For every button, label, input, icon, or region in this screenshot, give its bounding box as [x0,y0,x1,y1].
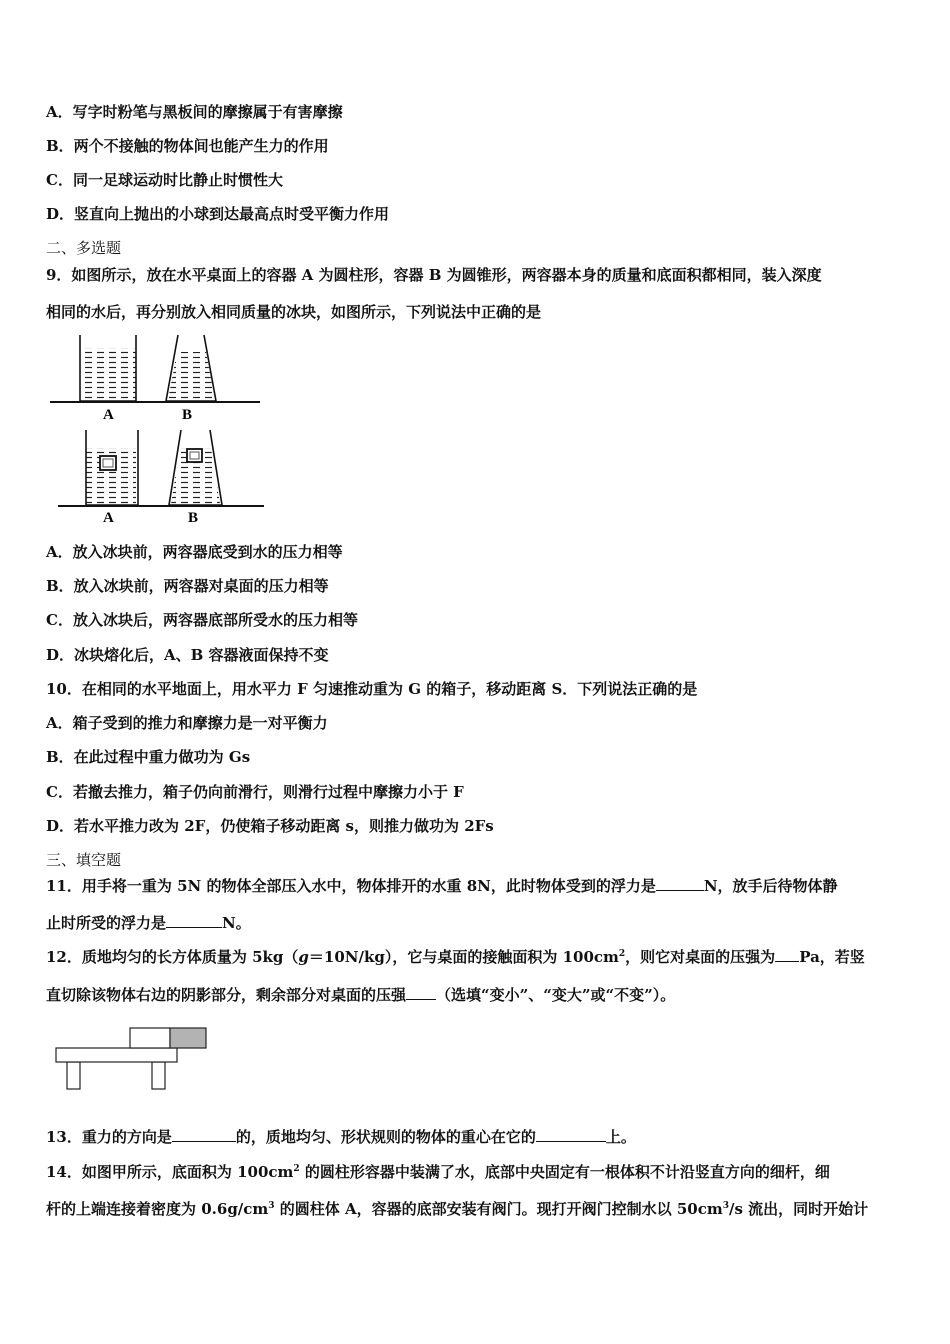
q10-option-c: C．若撤去推力，箱子仍向前滑行，则滑行过程中摩擦力小于 F [46,783,464,801]
q12-text-a: 12．质地均匀的长方体质量为 5kg（ [46,948,299,966]
q11-text-c: 止时所受的浮力是 [46,914,167,932]
q14-text-c: 杆的上端连接着密度为 0.6g/cm [46,1200,269,1218]
q11-line2 [46,913,251,933]
figure-top-row [50,335,260,423]
q14-sup-3: 3 [722,1201,730,1211]
block-body [130,1028,170,1048]
q10-stem: 10．在相同的水平地面上，用水平力 F 匀速推动重为 G 的箱子，移动距离 S．下列说法正确的是 [46,680,698,698]
water-a-top [80,348,136,400]
q8-option-a: A．写字时粉笔与黑板间的摩擦属于有害摩擦 [46,103,343,121]
section-title-multiple-choice: 二、多选题 [46,239,122,257]
q13-line [46,1127,636,1147]
label-b-bottom: B [188,510,199,526]
q8-option-b: B．两个不接触的物体间也能产生力的作用 [46,137,329,155]
q11-line1 [46,876,838,896]
q12-blank-2[interactable] [406,985,436,1000]
q10-option-d: D．若水平推力改为 2F，仍使箱子移动距离 s，则推力做功为 2Fs [46,817,494,835]
figure-bottom-row [58,430,264,526]
q14-text-e: /s 流出，同时开始计 [729,1200,869,1218]
q10-option-a: A．箱子受到的推力和摩擦力是一对平衡力 [46,714,328,732]
q8-option-d: D．竖直向上抛出的小球到达最高点时受平衡力作用 [46,205,390,223]
label-a-top: A [103,407,114,423]
q13-text-a: 13．重力的方向是 [46,1128,172,1146]
q12-text-b: ＝10N/kg），它与桌面的接触面积为 100cm [308,948,619,966]
q14-line2 [46,1199,868,1219]
q9-stem-line2: 相同的水后，再分别放入相同质量的冰块，如图所示，下列说法中正确的是 [46,303,542,321]
q9-option-d: D．冰块熔化后，A、B 容器液面保持不变 [46,646,329,664]
q14-sup-1: 2 [293,1164,300,1174]
q14-line1 [46,1162,830,1182]
q11-blank-1[interactable] [656,876,704,891]
q8-option-c: C．同一足球运动时比静止时惯性大 [46,171,283,189]
table-top [56,1048,177,1062]
q12-blank-1[interactable] [775,947,799,962]
q11-text-a: 11．用手将一重为 5N 的物体全部压入水中，物体排开的水重 8N，此时物体受到的浮力是 [46,877,656,895]
q9-option-b: B．放入冰块前，两容器对桌面的压力相等 [46,577,329,595]
q12-text-c: ，则它对桌面的压强为 [625,948,776,966]
ice-cube-a [100,456,116,470]
q12-g-symbol: g [298,948,309,966]
q13-blank-1[interactable] [172,1127,236,1142]
q14-text-d: 的圆柱体 A，容器的底部安装有阀门。现打开阀门控制水以 50cm [274,1200,723,1218]
q11-text-b: N，放手后待物体静 [703,877,838,895]
q12-text-e: 直切除该物体右边的阴影部分，剩余部分对桌面的压强 [46,986,407,1004]
q10-option-b: B．在此过程中重力做功为 Gs [46,748,251,766]
q12-block-figure [54,1026,210,1092]
q13-text-c: 上。 [605,1128,636,1146]
q12-text-f: （选填“变小”、“变大”或“不变”）。 [436,986,676,1004]
label-a-bottom: A [103,510,114,526]
q13-text-b: 的，质地均匀、形状规则的物体的重心在它的 [235,1128,536,1146]
q11-blank-2[interactable] [166,913,222,928]
q9-containers-figure [48,330,268,526]
q12-line2 [46,985,675,1005]
label-b-top: B [182,407,193,423]
ice-cube-b [187,449,202,462]
q9-option-c: C．放入冰块后，两容器底部所受水的压力相等 [46,611,358,629]
q14-text-a: 14．如图甲所示，底面积为 100cm [46,1163,294,1181]
q9-option-a: A．放入冰块前，两容器底受到水的压力相等 [46,543,343,561]
section-title-fill-in: 三、填空题 [46,851,122,869]
q14-sup-2: 3 [268,1201,275,1211]
q14-text-b: 的圆柱形容器中装满了水，底部中央固定有一根体积不计沿竖直方向的细杆，细 [299,1163,830,1181]
q13-blank-2[interactable] [536,1127,606,1142]
q11-text-d: N。 [222,914,251,932]
table-leg-left [67,1062,80,1089]
q12-sup: 2 [618,949,626,959]
q12-line1 [46,947,865,967]
q9-stem-line1: 9．如图所示，放在水平桌面上的容器 A 为圆柱形，容器 B 为圆锥形，两容器本身的质量和底面积都相同，装入深度 [46,266,822,284]
block-shaded-part [170,1028,206,1048]
table-leg-right [152,1062,165,1089]
q12-text-d: Pa，若竖 [799,948,865,966]
